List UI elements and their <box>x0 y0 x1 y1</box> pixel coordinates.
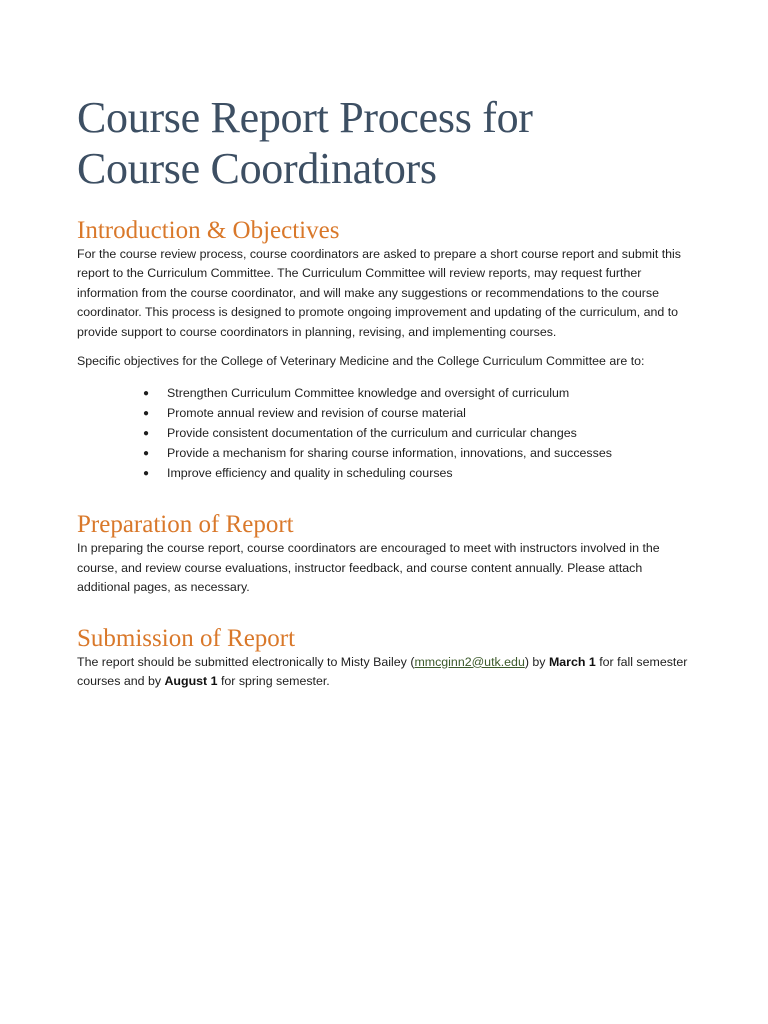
fall-deadline: March 1 <box>548 654 596 669</box>
title-line-1: Course Report Process for <box>77 93 533 142</box>
objectives-list <box>77 384 697 483</box>
bullet-icon: ● <box>143 428 150 440</box>
intro-heading: Introduction & Objectives <box>77 217 340 244</box>
list-item: ● Improve efficiency and quality in scheduling courses <box>143 464 697 484</box>
submission-paragraph: The report should be submitted electronically to Misty Bailey (mmcginn2@utk.edu) by March 1 for fall semester courses and by August 1 for spring semester. <box>77 654 688 689</box>
intro-paragraph: For the course review process, course coordinators are asked to prepare a short course report and submit this report to the Curriculum Committee. The Curriculum Committee will review reports, may request further information from the course coordinator, and will make any suggestions or recommendations to the course coordinator. This process is designed to promote ongoing improvement and updating of the curriculum, and to provide support to course coordinators in planning, revising, and implementing courses. <box>77 247 681 339</box>
bullet-icon: ● <box>143 447 150 459</box>
list-item: ● Provide consistent documentation of the curriculum and curricular changes <box>143 424 697 444</box>
spring-deadline: August 1 <box>164 674 218 689</box>
objectives-lead: Specific objectives for the College of Veterinary Medicine and the College Curriculum Committee are to: <box>77 354 645 369</box>
submission-heading: Submission of Report <box>77 624 296 652</box>
bullet-icon: ● <box>143 388 150 400</box>
document-title <box>77 92 697 194</box>
list-item: ● Promote annual review and revision of course material <box>143 404 697 424</box>
bullet-icon: ● <box>143 467 150 479</box>
document-page <box>77 92 697 691</box>
preparation-paragraph: In preparing the course report, course coordinators are encouraged to meet with instructors involved in the course, and review course evaluations, instructor feedback, and course content annually. Please attach additional pages, as necessary. <box>77 541 660 595</box>
list-item: ● Strengthen Curriculum Committee knowledge and oversight of curriculum <box>143 384 697 404</box>
email-link[interactable]: mmcginn2@utk.edu <box>414 654 525 669</box>
bullet-icon: ● <box>143 408 150 420</box>
preparation-heading: Preparation of Report <box>77 511 294 539</box>
title-line-2: Course Coordinators <box>77 144 437 193</box>
list-item: ● Provide a mechanism for sharing course information, innovations, and successes <box>143 444 697 464</box>
